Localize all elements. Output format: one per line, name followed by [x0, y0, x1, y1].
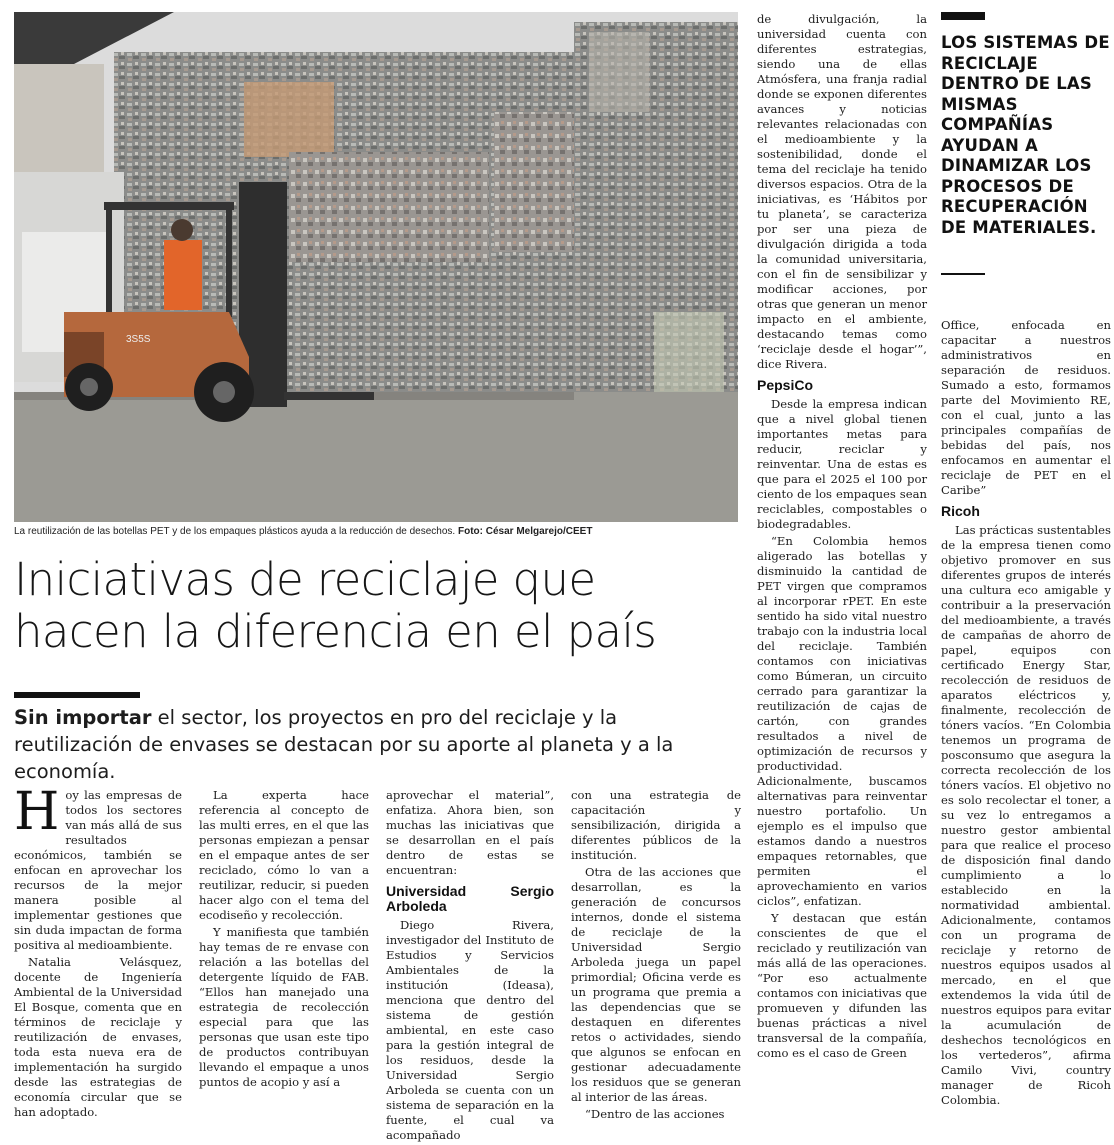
lead-bold: Sin importar — [14, 706, 152, 729]
paragraph: aprovechar el material”, enfatiza. Ahora bien, son muchas las iniciativas que se desarrollan en el país dentro de estas se encuentran: — [386, 788, 554, 877]
paragraph: La experta hace referencia al concepto de las multi erres, en el que las personas empiezan a pensar en el empaque antes de ser reciclado, cómo lo van a reutilizar, reducir, si pueden hacer algo con el tema del ecodiseño y recolección. — [199, 788, 369, 922]
paragraph: Otra de las acciones que desarrollan, es la generación de concursos internos, donde el sistema de reciclaje de la Universidad Sergio Arboleda juega un papel primordial; Oficina verde es un programa que premia a las dependencias que se destaquen en diferentes retos o actividades, siendo que algunos se enfocan en gestionar adecuadamente los residuos que se generan al interior de las áreas. — [571, 865, 741, 1104]
lead-paragraph — [14, 704, 740, 785]
paragraph: Office, enfocada en capacitar a nuestros administrativos en separación de residuos. Sumado a esto, formamos parte del Movimiento RE, con el cual, junto a las principales compañías de bebidas del país, nos enfocamos en aumentar el reciclaje de PET en el Caribe” — [941, 318, 1111, 497]
photo-caption — [14, 526, 738, 537]
body-column-6 — [941, 318, 1111, 1110]
paragraph: de divulgación, la universidad cuenta con diferentes estrategias, siendo una de ellas Atmósfera, una franja radial donde se exponen diferentes avances y noticias relevantes relacionadas con el medioambiente y la sostenibilidad, donde el tema del reciclaje ha tenido diversos espacios. Otra de la iniciativas, es ‘Hábitos por tu planeta’, se caracteriza por ser una pieza de divulgación dirigida a toda la comunidad universitaria, con el fin de sensibilizar y modificar acciones, por otras que generan un menor impacto en el ambiente, destacando temas como ‘reciclaje desde el hogar’”, dice Rivera. — [757, 12, 927, 371]
paragraph: “Dentro de las acciones — [585, 1107, 725, 1121]
headline-line-1: Iniciativas de reciclaje que — [14, 553, 596, 606]
recycling-bales-photo — [14, 12, 738, 522]
paragraph: Hoy las empresas de todos los sectores van más allá de sus resultados económicos, también se enfocan en aprovechar los recursos de la mejor manera posible al implementar gestiones que sin duda impactan de forma positiva al medioambiente. — [14, 782, 182, 952]
section-heading-ricoh: Ricoh — [941, 503, 980, 519]
body-column-4 — [571, 788, 741, 1124]
body-column-5 — [757, 12, 927, 1063]
caption-text: La reutilización de las botellas PET y de los empaques plásticos ayuda a la reducción de desechos. — [14, 526, 456, 537]
lead-text: el sector, los proyectos en pro del reciclaje y la reutilización de envases se destacan por su aporte al planeta y a la economía. — [14, 706, 674, 783]
article-photo — [14, 12, 738, 522]
paragraph: Y destacan que están conscientes de que el reciclado y reutilización van más allá de las operaciones. “Por eso actualmente contamos con iniciativas que promueven y difunden las buenas prácticas a nivel transversal de la compañía, como es el caso de Green — [757, 911, 927, 1060]
photo-credit: Foto: César Melgarejo/CEET — [457, 526, 593, 537]
paragraph: Natalia Velásquez, docente de Ingeniería Ambiental de la Universidad El Bosque, comenta que en términos de reciclaje y reutilización de envases, toda esta nueva era de implementación ha surgido desde las estrategias de economía circular que se han adoptado. — [14, 955, 182, 1119]
section-heading-pepsico: PepsiCo — [757, 377, 814, 393]
body-column-2 — [199, 788, 369, 1092]
paragraph: Y manifiesta que también hay temas de re envase con relación a las botellas del detergente líquido de FAB. “Ellos han manejado una estrategia de recolección especial para que las personas que usan este tipo de productos contribuyan llevando el empaque a unos puntos de acopio y así a — [199, 925, 369, 1089]
section-heading-universidad: Universidad Sergio Arboleda — [386, 883, 554, 914]
pullquote: LOS SISTEMAS DE RECICLAJE DENTRO DE LAS MISMAS COMPAÑÍAS AYUDAN A DINAMIZAR LOS PROCESOS DE RECUPERACIÓN DE MATERIALES. — [941, 33, 1110, 237]
paragraph: Diego Rivera, investigador del Instituto de Estudios y Servicios Ambientales de la institución (Ideasa), menciona que dentro del sistema de gestión ambiental, en este caso para la gestión integral de los residuos, desde la Universidad Sergio Arboleda se cuenta con un sistema de separación en la fuente, el cual va acompañado — [386, 918, 554, 1142]
pullquote-rule-top — [941, 12, 985, 20]
body-column-1 — [14, 782, 182, 1122]
svg-text:3S5S: 3S5S — [126, 334, 151, 345]
paragraph: con una estrategia de capacitación y sensibilización, dirigida a diferentes públicos de la institución. — [571, 788, 741, 862]
paragraph: Las prácticas sustentables de la empresa tienen como objetivo promover en sus diferentes grupos de interés una cultura eco amigable y contribuir a la preservación del medioambiente, a través de campañas de ahorro de papel, equipos con certificado Energy Star, recolección de residuos de aparatos eléctricos y, finalmente, recolección de tóners vacíos. “En Colombia tenemos un programa de posconsumo que asegura la correcta recolección de los tóners vacíos. El objetivo no es solo recolectar el toner, a su vez lo entregamos a nuestro gestor ambiental para que realice el proceso de disposición final dando cumplimiento a lo establecido en la normatividad ambiental. Adicionalmente, contamos con un programa de reciclaje y retorno de nuestros equipos usados al mercado, en el que extendemos la vida útil de nuestros equipos para evitar la acumulación de deshechos tecnológicos en los vertederos”, afirma Camilo Vivi, country manager de Ricoh Colombia. — [941, 523, 1111, 1107]
pullquote-rule-bottom — [941, 273, 985, 275]
body-column-3 — [386, 788, 554, 1145]
paragraph: “En Colombia hemos aligerado las botellas y disminuido la cantidad de PET virgen que compramos al incorporar rPET. En este sentido ha sido vital nuestro trabajo con la industria local del reciclaje. También contamos con iniciativas como Búmeran, un circuito cerrado para garantizar la reutilización de cajas de cartón, con grandes resultados a nivel de optimización de recursos y productividad. Adicionalmente, buscamos alternativas para reinventar nuestro portafolio. Un ejemplo es el impulso que estamos dando a nuestros empaques retornables, que permiten el aprovechamiento en varios ciclos”, enfatizan. — [757, 534, 927, 908]
headline-rule — [14, 692, 140, 698]
headline — [14, 554, 740, 658]
drop-cap: H — [14, 782, 60, 842]
paragraph: Desde la empresa indican que a nivel global tienen importantes metas para reducir, reciclar y reinventar. Una de estas es que para el 2025 el 100 por ciento de los empaques sean reciclables, compostables o biodegradables. — [757, 397, 927, 531]
headline-line-2: hacen la diferencia en el país — [14, 605, 657, 658]
